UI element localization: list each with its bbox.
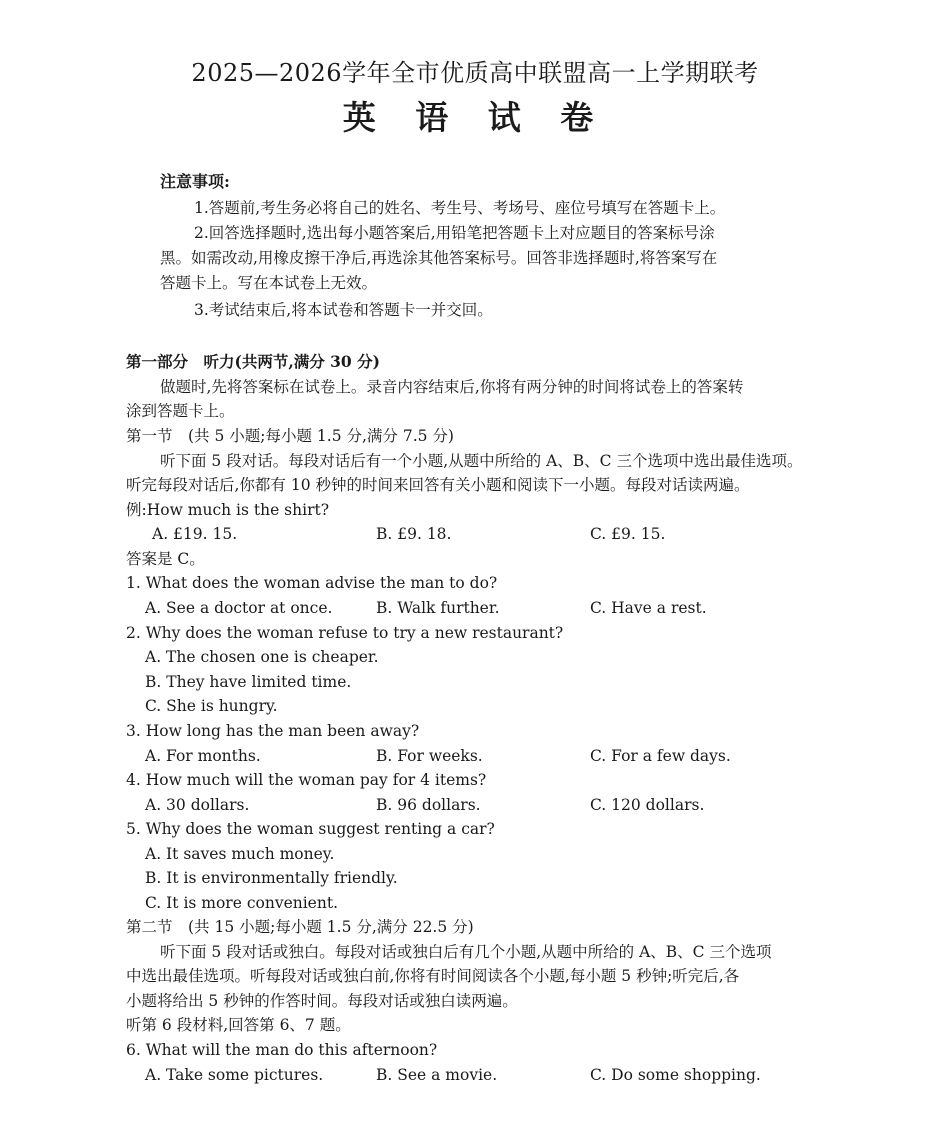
notice-item-2-line-3: 答题卡上。写在本试卷上无效。 xyxy=(160,274,378,292)
question-2: 2. Why does the woman refuse to try a new restaurant? xyxy=(126,624,564,642)
question-3-option-b: B. For weeks. xyxy=(376,747,483,765)
notice-item-2-line-1: 2.回答选择题时,选出每小题答案后,用铅笔把答题卡上对应题目的答案标号涂 xyxy=(194,224,715,242)
section1-instruction-line-2: 听完每段对话后,你都有 10 秒钟的时间来回答有关小题和阅读下一小题。每段对话读两遍。 xyxy=(126,476,750,494)
notice-heading: 注意事项: xyxy=(160,172,230,191)
example-answer: 答案是 C。 xyxy=(126,550,205,568)
example-option-b: B. £9. 18. xyxy=(376,525,452,543)
question-2-option-c: C. She is hungry. xyxy=(145,697,278,715)
question-5: 5. Why does the woman suggest renting a car? xyxy=(126,820,495,838)
notice-item-2-line-2: 黑。如需改动,用橡皮擦干净后,再选涂其他答案标号。回答非选择题时,将答案写在 xyxy=(160,249,718,267)
question-1-option-b: B. Walk further. xyxy=(376,599,500,617)
question-4: 4. How much will the woman pay for 4 items? xyxy=(126,771,487,789)
question-6-option-b: B. See a movie. xyxy=(376,1066,498,1084)
question-4-option-c: C. 120 dollars. xyxy=(590,796,705,814)
material-6-heading: 听第 6 段材料,回答第 6、7 题。 xyxy=(126,1016,351,1034)
section2-instruction-line-2: 中选出最佳选项。听每段对话或独白前,你将有时间阅读各个小题,每小题 5 秒钟;听完后,各 xyxy=(126,967,740,985)
section1-heading: 第一节 (共 5 小题;每小题 1.5 分,满分 7.5 分) xyxy=(126,427,454,445)
question-5-option-b: B. It is environmentally friendly. xyxy=(145,869,398,887)
question-2-option-b: B. They have limited time. xyxy=(145,673,352,691)
section1-instruction-line-1: 听下面 5 段对话。每段对话后有一个小题,从题中所给的 A、B、C 三个选项中选出最佳选项。 xyxy=(160,452,803,470)
question-5-option-a: A. It saves much money. xyxy=(145,845,335,863)
notice-item-1: 1.答题前,考生务必将自己的姓名、考生号、考场号、座位号填写在答题卡上。 xyxy=(194,199,726,217)
question-3-option-a: A. For months. xyxy=(145,747,261,765)
section2-instruction-line-3: 小题将给出 5 秒钟的作答时间。每段对话或独白读两遍。 xyxy=(126,992,518,1010)
question-3: 3. How long has the man been away? xyxy=(126,722,420,740)
example-option-c: C. £9. 15. xyxy=(590,525,666,543)
part1-heading: 第一部分 听力(共两节,满分 30 分) xyxy=(126,352,380,371)
notice-item-3: 3.考试结束后,将本试卷和答题卡一并交回。 xyxy=(194,301,493,319)
question-1-option-a: A. See a doctor at once. xyxy=(145,599,333,617)
example-question: 例:How much is the shirt? xyxy=(126,501,330,519)
question-6-option-c: C. Do some shopping. xyxy=(590,1066,761,1084)
question-3-option-c: C. For a few days. xyxy=(590,747,731,765)
question-6: 6. What will the man do this afternoon? xyxy=(126,1041,438,1059)
part1-intro-line-2: 涂到答题卡上。 xyxy=(126,402,235,420)
example-option-a: A. £19. 15. xyxy=(152,525,238,543)
section2-instruction-line-1: 听下面 5 段对话或独白。每段对话或独白后有几个小题,从题中所给的 A、B、C 三个选项 xyxy=(160,943,772,961)
question-6-option-a: A. Take some pictures. xyxy=(145,1066,324,1084)
section2-heading: 第二节 (共 15 小题;每小题 1.5 分,满分 22.5 分) xyxy=(126,918,474,936)
exam-title: 2025—2026学年全市优质高中联盟高一上学期联考 xyxy=(191,59,759,87)
question-4-option-a: A. 30 dollars. xyxy=(145,796,250,814)
question-1-option-c: C. Have a rest. xyxy=(590,599,707,617)
question-1: 1. What does the woman advise the man to do? xyxy=(126,574,498,592)
question-5-option-c: C. It is more convenient. xyxy=(145,894,338,912)
question-4-option-b: B. 96 dollars. xyxy=(376,796,481,814)
part1-intro-line-1: 做题时,先将答案标在试卷上。录音内容结束后,你将有两分钟的时间将试卷上的答案转 xyxy=(160,378,744,396)
exam-subtitle: 英 语 试 卷 xyxy=(342,98,608,137)
question-2-option-a: A. The chosen one is cheaper. xyxy=(145,648,379,666)
